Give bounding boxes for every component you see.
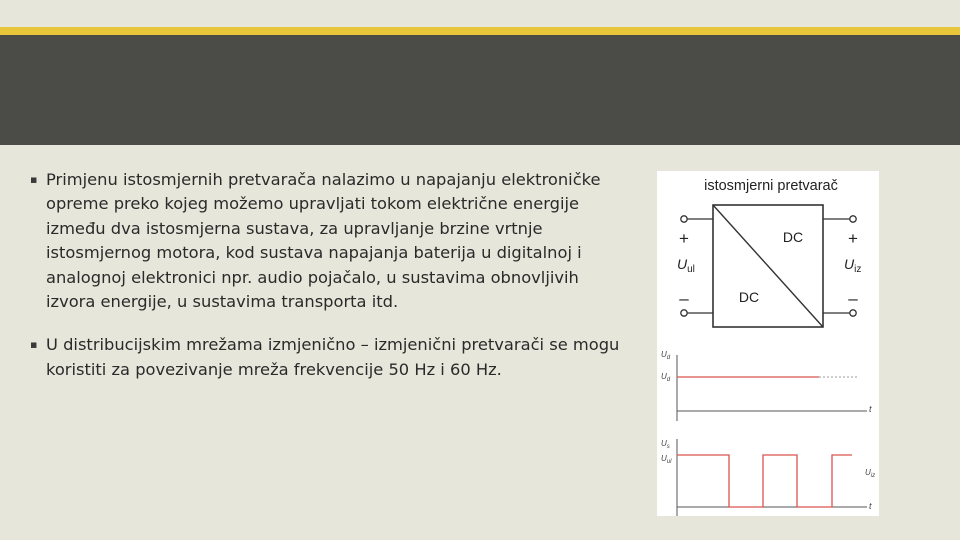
terminal-in-minus xyxy=(681,310,687,316)
bullet-text: U distribucijskim mrežama izmjenično – izmjenični pretvarači se mogu koristiti za povezivanje mreža frekvencije 50 Hz i 60 Hz. xyxy=(46,335,620,379)
plus-sign-out: + xyxy=(848,229,858,248)
graph2-square-wave xyxy=(677,455,852,507)
converter-diagonal xyxy=(713,205,823,327)
graph1-t-label: t xyxy=(869,404,872,414)
header-band xyxy=(0,35,960,145)
graph2-y-label-top: $U_s$ xyxy=(661,439,670,450)
dc-label-top: DC xyxy=(782,229,804,245)
bullet-marker-icon: ▪ xyxy=(30,338,38,352)
minus-sign-out: – xyxy=(848,289,858,308)
minus-sign-in: – xyxy=(679,289,689,308)
figure-title: istosmjerni pretvarač xyxy=(704,178,838,194)
input-voltage-label: $U_{ul}$ xyxy=(677,256,695,275)
plus-sign-in: + xyxy=(679,229,689,248)
graph2-right-label: $U_{iz}$ xyxy=(865,468,876,479)
bullet-item xyxy=(30,168,630,314)
dc-label-bottom: DC xyxy=(738,289,760,305)
terminal-out-minus xyxy=(850,310,856,316)
terminal-in-plus xyxy=(681,216,687,222)
slide-body xyxy=(30,168,630,401)
bullet-text: Primjenu istosmjernih pretvarača nalazimo u napajanju elektroničke opreme preko kojeg možemo upravljati tokom električne energije između dva istosmjerna sustava, za upravljanje brzine vrtnje istosmjernog motora, kod sustava napajanja baterija u digitalnoj i analognoj elektronici npr. audio pojačalo, u sustavima obnovljivih izvora energije, u sustavima transporta itd. xyxy=(46,170,601,312)
dc-converter-figure xyxy=(657,171,879,516)
output-voltage-label: $U_{iz}$ xyxy=(844,256,862,275)
bullet-item xyxy=(30,333,630,382)
graph2-t-label: t xyxy=(869,501,872,511)
terminal-out-plus xyxy=(850,216,856,222)
graph1-y-label: $U_d$ xyxy=(661,350,671,361)
bullet-marker-icon: ▪ xyxy=(30,173,38,186)
graph2-y-label-level: $U_{ul}$ xyxy=(661,454,672,465)
header-accent-stripe xyxy=(0,27,960,35)
dc-converter-diagram xyxy=(657,171,879,516)
graph1-level-label: $U_d$ xyxy=(661,372,671,383)
